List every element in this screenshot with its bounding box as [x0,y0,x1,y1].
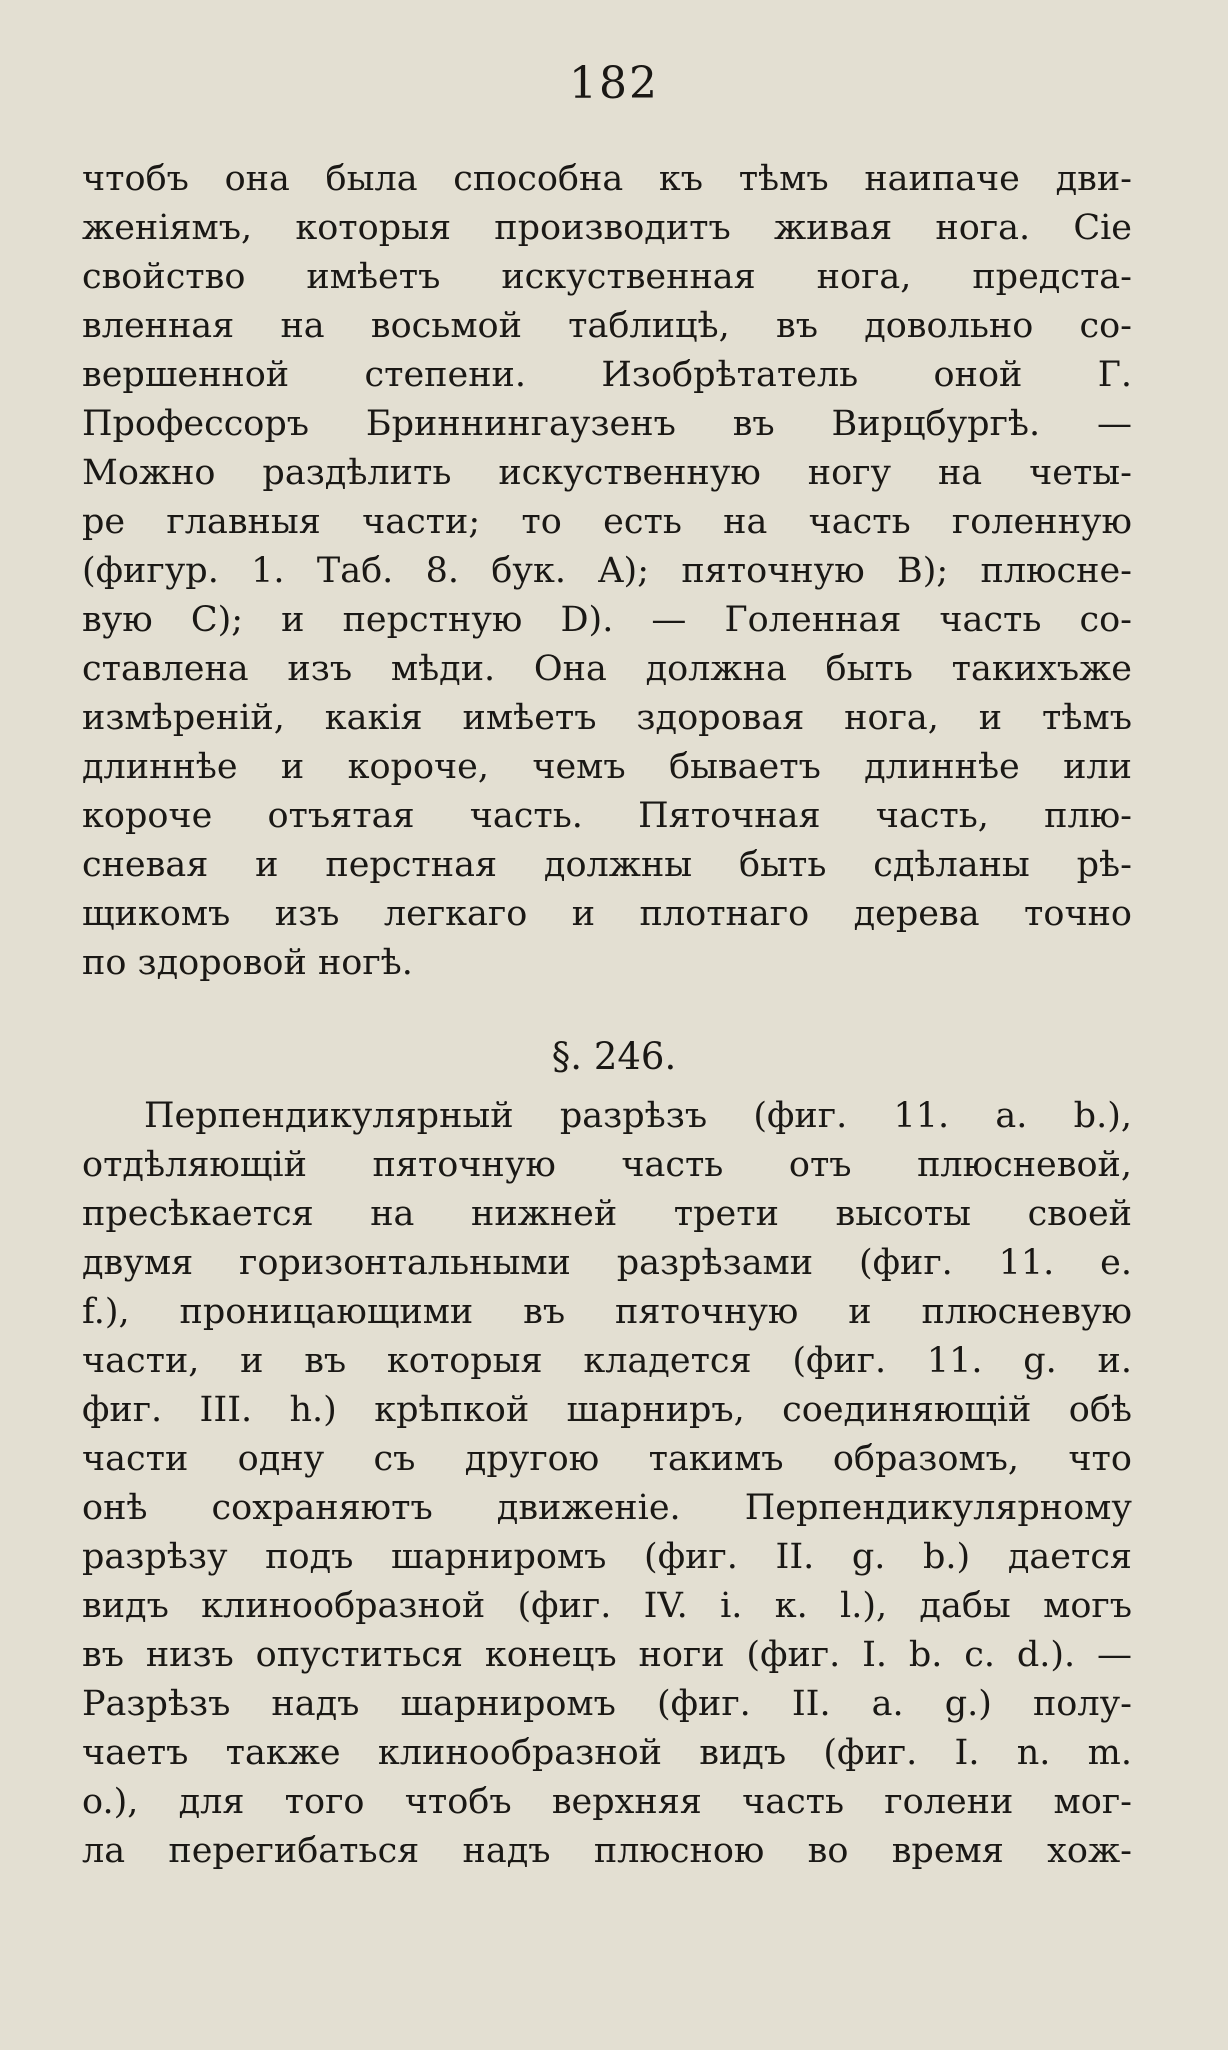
text-line: (фигур. 1. Таб. 8. бук. A); пяточную B); плюсне- [82,551,1132,591]
text-line: вленная на восьмой таблицѣ, въ довольно со- [82,306,1132,346]
paragraph-continuation [82,155,1132,988]
text-line: свойство имѣетъ искуственная нога, предста- [82,257,1132,297]
text-line: Перпендикулярный разрѣзъ (фиг. 11. a. b.), [144,1096,1132,1136]
text-line: ре главныя части; то есть на часть голенную [82,502,1132,542]
text-line: по здоровой ногѣ. [82,943,413,983]
section-heading: §. 246. [551,1035,677,1078]
text-line: Можно раздѣлить искуственную ногу на четы- [82,453,1132,493]
text-line: онѣ сохраняютъ движеніе. Перпендикулярному [82,1488,1132,1528]
text-line: щикомъ изъ легкаго и плотнаго дерева точно [82,894,1132,934]
text-line: Разрѣзъ надъ шарниромъ (фиг. II. a. g.) полу- [82,1684,1132,1724]
text-line: отдѣляющій пяточную часть отъ плюсневой, [82,1145,1132,1185]
text-line: измѣреній, какія имѣетъ здоровая нога, и тѣмъ [82,698,1132,738]
text-line: чаетъ также клинообразной видъ (фиг. I. n. m. [82,1733,1132,1773]
paragraph-section-246 [82,1092,1132,1876]
text-line: Профессоръ Бриннингаузенъ въ Вирцбургѣ. — [82,404,1132,444]
text-line: женіямъ, которыя производитъ живая нога. Сіе [82,208,1132,248]
text-line: чтобъ она была способна къ тѣмъ наипаче дви- [82,159,1132,199]
text-line: въ низъ опуститься конецъ ноги (фиг. I. b. c. d.). — [82,1635,1132,1675]
text-line: ставлена изъ мѣди. Она должна быть такихъже [82,649,1132,689]
text-line: видъ клинообразной (фиг. IV. i. к. l.), дабы могъ [82,1586,1132,1626]
text-line: вершенной степени. Изобрѣтатель оной Г. [82,355,1132,395]
page-number: 182 [569,58,659,109]
text-line: части, и въ которыя кладется (фиг. 11. g. и. [82,1341,1132,1381]
text-line: пресѣкается на нижней трети высоты своей [82,1194,1132,1234]
text-line: сневая и перстная должны быть сдѣланы рѣ- [82,845,1132,885]
text-line: f.), проницающими въ пяточную и плюсневую [82,1292,1132,1332]
text-line: вую C); и перстную D). — Голенная часть со- [82,600,1132,640]
text-line: двумя горизонтальными разрѣзами (фиг. 11. e. [82,1243,1132,1283]
text-line: разрѣзу подъ шарниромъ (фиг. II. g. b.) дается [82,1537,1132,1577]
text-line: фиг. III. h.) крѣпкой шарниръ, соединяющій обѣ [82,1390,1132,1430]
text-line: o.), для того чтобъ верхняя часть голени мог- [82,1782,1132,1822]
text-line: длиннѣе и короче, чемъ бываетъ длиннѣе или [82,747,1132,787]
text-line: короче отъятая часть. Пяточная часть, плю- [82,796,1132,836]
text-line: ла перегибаться надъ плюсною во время хож- [82,1831,1132,1871]
text-line: части одну съ другою такимъ образомъ, что [82,1439,1132,1479]
